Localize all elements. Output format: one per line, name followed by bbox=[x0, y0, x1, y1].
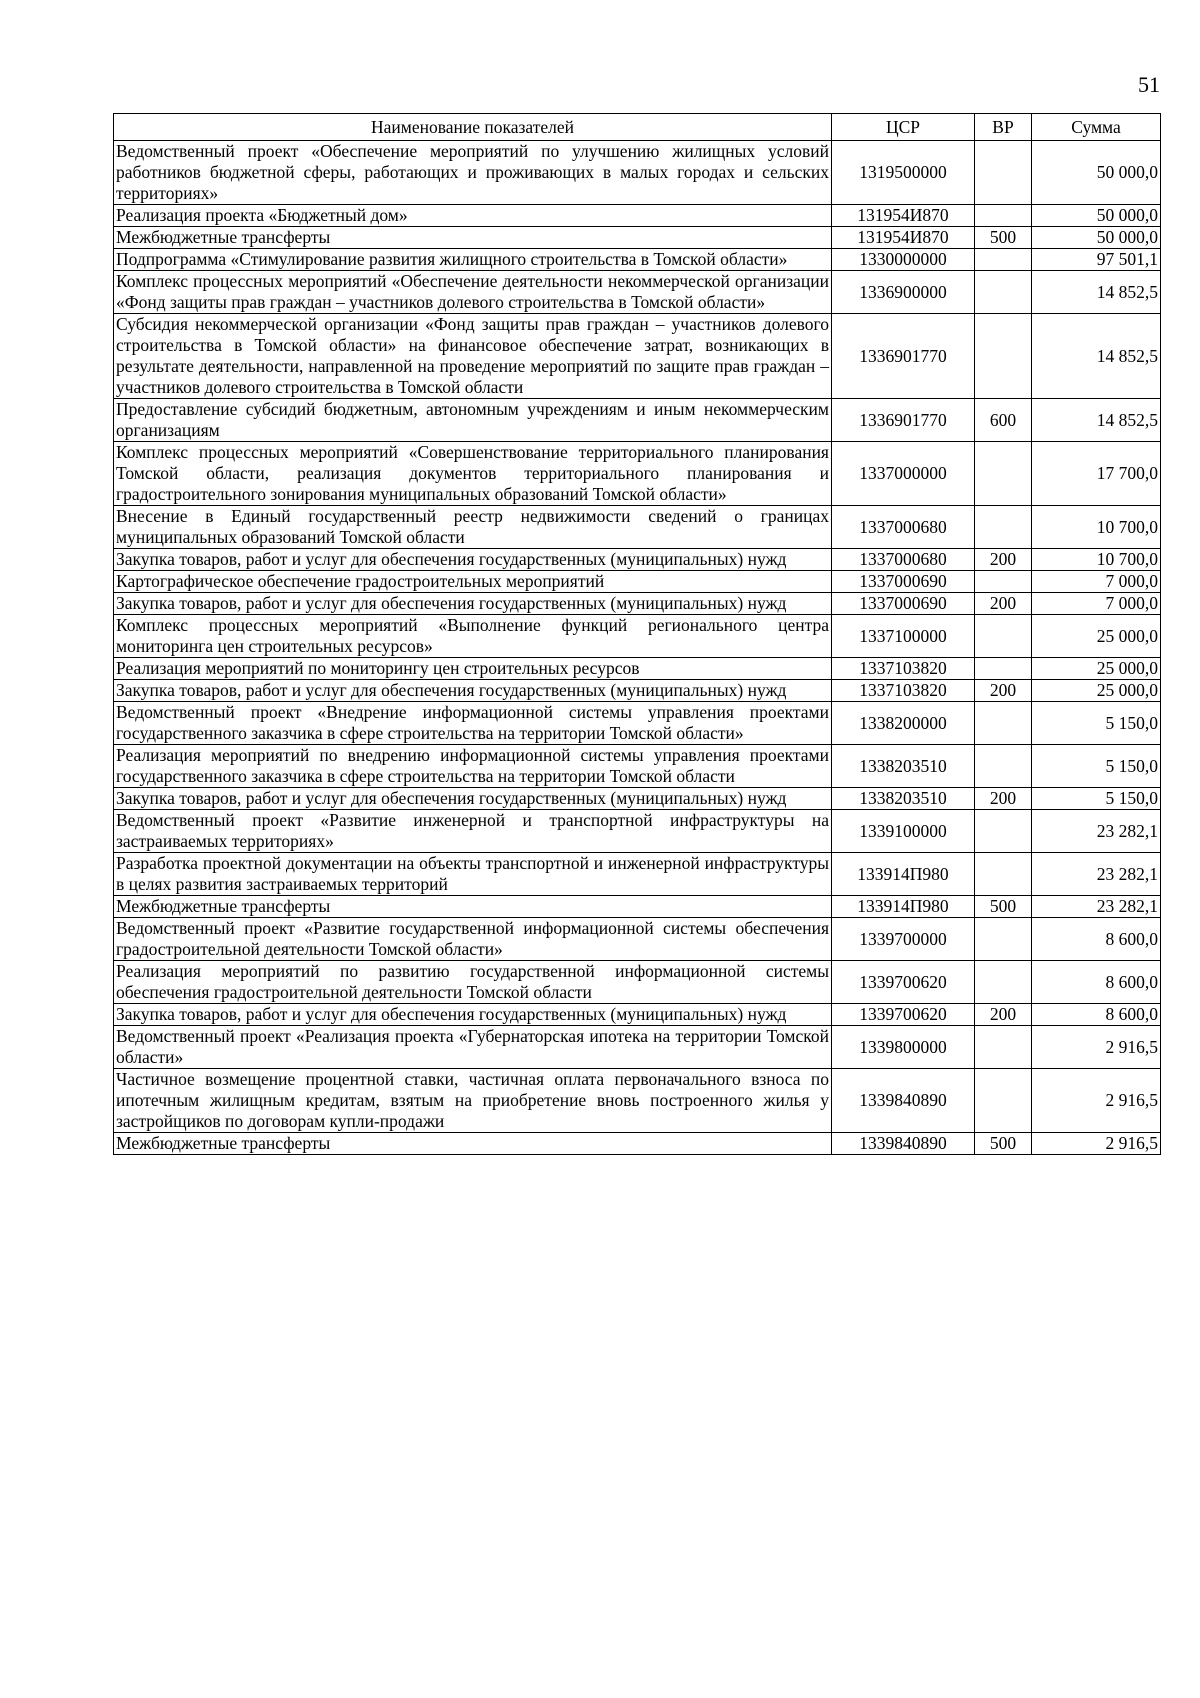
cell-name: Субсидия некоммерческой организации «Фонд защиты прав граждан – участников долевого строительства в Томской области» на финансовое обеспечение затрат, возникающих в результате деятельности, направленной на проведение мероприятий по защите прав граждан – участников долевого строительства в Томской области bbox=[114, 314, 832, 399]
cell-vr: 200 bbox=[975, 593, 1032, 615]
cell-vr bbox=[975, 506, 1032, 549]
cell-vr bbox=[975, 745, 1032, 788]
cell-vr: 200 bbox=[975, 549, 1032, 571]
cell-name: Закупка товаров, работ и услуг для обеспечения государственных (муниципальных) нужд bbox=[114, 788, 832, 810]
cell-name: Ведомственный проект «Внедрение информационной системы управления проектами государственного заказчика в сфере строительства на территории Томской области» bbox=[114, 702, 832, 745]
cell-sum: 2 916,5 bbox=[1032, 1069, 1161, 1133]
cell-sum: 23 282,1 bbox=[1032, 853, 1161, 896]
cell-name: Подпрограмма «Стимулирование развития жилищного строительства в Томской области» bbox=[114, 249, 832, 271]
cell-sum: 8 600,0 bbox=[1032, 1004, 1161, 1026]
cell-name: Межбюджетные трансферты bbox=[114, 227, 832, 249]
cell-vr bbox=[975, 1069, 1032, 1133]
cell-csr: 1337000000 bbox=[832, 442, 975, 506]
table-header-row bbox=[114, 114, 1161, 141]
cell-csr: 1337100000 bbox=[832, 615, 975, 658]
header-csr: ЦСР bbox=[832, 114, 975, 141]
cell-csr: 1339840890 bbox=[832, 1069, 975, 1133]
table-row bbox=[114, 593, 1161, 615]
table-row bbox=[114, 1133, 1161, 1155]
header-sum: Сумма bbox=[1032, 114, 1161, 141]
cell-csr: 1336900000 bbox=[832, 271, 975, 314]
cell-sum: 97 501,1 bbox=[1032, 249, 1161, 271]
table-row bbox=[114, 571, 1161, 593]
cell-sum: 7 000,0 bbox=[1032, 593, 1161, 615]
cell-csr: 1337103820 bbox=[832, 680, 975, 702]
cell-name: Реализация мероприятий по внедрению информационной системы управления проектами государственного заказчика в сфере строительства на территории Томской области bbox=[114, 745, 832, 788]
cell-name: Реализация проекта «Бюджетный дом» bbox=[114, 205, 832, 227]
cell-name: Межбюджетные трансферты bbox=[114, 896, 832, 918]
cell-csr: 1338203510 bbox=[832, 745, 975, 788]
cell-sum: 5 150,0 bbox=[1032, 702, 1161, 745]
cell-vr bbox=[975, 918, 1032, 961]
cell-csr: 1337000690 bbox=[832, 571, 975, 593]
cell-name: Комплекс процессных мероприятий «Выполнение функций регионального центра мониторинга цен строительных ресурсов» bbox=[114, 615, 832, 658]
cell-sum: 10 700,0 bbox=[1032, 549, 1161, 571]
cell-sum: 2 916,5 bbox=[1032, 1026, 1161, 1069]
cell-vr: 600 bbox=[975, 399, 1032, 442]
cell-vr bbox=[975, 442, 1032, 506]
table-row bbox=[114, 549, 1161, 571]
cell-csr: 1337103820 bbox=[832, 658, 975, 680]
table-row bbox=[114, 896, 1161, 918]
cell-sum: 25 000,0 bbox=[1032, 680, 1161, 702]
table-row bbox=[114, 788, 1161, 810]
cell-name: Реализация мероприятий по мониторингу цен строительных ресурсов bbox=[114, 658, 832, 680]
cell-sum: 25 000,0 bbox=[1032, 615, 1161, 658]
cell-vr: 200 bbox=[975, 788, 1032, 810]
cell-csr: 1339700620 bbox=[832, 1004, 975, 1026]
cell-sum: 5 150,0 bbox=[1032, 788, 1161, 810]
cell-vr: 200 bbox=[975, 680, 1032, 702]
table-row bbox=[114, 745, 1161, 788]
table-row bbox=[114, 680, 1161, 702]
table-row bbox=[114, 961, 1161, 1004]
cell-sum: 7 000,0 bbox=[1032, 571, 1161, 593]
cell-name: Закупка товаров, работ и услуг для обеспечения государственных (муниципальных) нужд bbox=[114, 1004, 832, 1026]
cell-name: Комплекс процессных мероприятий «Обеспечение деятельности некоммерческой организации «Фонд защиты прав граждан – участников долевого строительства в Томской области» bbox=[114, 271, 832, 314]
cell-csr: 1330000000 bbox=[832, 249, 975, 271]
cell-csr: 133914П980 bbox=[832, 853, 975, 896]
table-row bbox=[114, 205, 1161, 227]
table-row bbox=[114, 1004, 1161, 1026]
cell-vr bbox=[975, 702, 1032, 745]
table-row bbox=[114, 249, 1161, 271]
cell-name: Закупка товаров, работ и услуг для обеспечения государственных (муниципальных) нужд bbox=[114, 549, 832, 571]
table-row bbox=[114, 1026, 1161, 1069]
table-row bbox=[114, 918, 1161, 961]
cell-sum: 23 282,1 bbox=[1032, 810, 1161, 853]
cell-csr: 1337000680 bbox=[832, 549, 975, 571]
cell-csr: 1319500000 bbox=[832, 141, 975, 205]
cell-name: Комплекс процессных мероприятий «Совершенствование территориального планирования Томской области, реализация документов территориального планирования и градостроительного зонирования муниципальных образований Томской области» bbox=[114, 442, 832, 506]
budget-table bbox=[113, 113, 1161, 1155]
cell-sum: 8 600,0 bbox=[1032, 918, 1161, 961]
table-row bbox=[114, 615, 1161, 658]
cell-name: Разработка проектной документации на объекты транспортной и инженерной инфраструктуры в целях развития застраиваемых территорий bbox=[114, 853, 832, 896]
table-row bbox=[114, 853, 1161, 896]
cell-vr bbox=[975, 1026, 1032, 1069]
cell-csr: 1336901770 bbox=[832, 399, 975, 442]
cell-csr: 1339840890 bbox=[832, 1133, 975, 1155]
cell-name: Закупка товаров, работ и услуг для обеспечения государственных (муниципальных) нужд bbox=[114, 680, 832, 702]
cell-sum: 14 852,5 bbox=[1032, 399, 1161, 442]
cell-vr bbox=[975, 249, 1032, 271]
cell-sum: 17 700,0 bbox=[1032, 442, 1161, 506]
cell-vr: 500 bbox=[975, 1133, 1032, 1155]
cell-sum: 50 000,0 bbox=[1032, 205, 1161, 227]
cell-vr bbox=[975, 205, 1032, 227]
cell-vr bbox=[975, 810, 1032, 853]
cell-sum: 8 600,0 bbox=[1032, 961, 1161, 1004]
cell-csr: 1337000680 bbox=[832, 506, 975, 549]
table-row bbox=[114, 314, 1161, 399]
cell-sum: 23 282,1 bbox=[1032, 896, 1161, 918]
cell-name: Ведомственный проект «Развитие инженерной и транспортной инфраструктуры на застраиваемых территориях» bbox=[114, 810, 832, 853]
cell-csr: 1339100000 bbox=[832, 810, 975, 853]
cell-name: Частичное возмещение процентной ставки, частичная оплата первоначального взноса по ипотечным жилищным кредитам, взятым на приобретение вновь построенного жилья у застройщиков по договорам купли-продажи bbox=[114, 1069, 832, 1133]
table-row bbox=[114, 658, 1161, 680]
cell-csr: 1339800000 bbox=[832, 1026, 975, 1069]
cell-sum: 50 000,0 bbox=[1032, 141, 1161, 205]
cell-sum: 50 000,0 bbox=[1032, 227, 1161, 249]
cell-sum: 14 852,5 bbox=[1032, 314, 1161, 399]
cell-vr bbox=[975, 961, 1032, 1004]
table-row bbox=[114, 399, 1161, 442]
cell-vr bbox=[975, 571, 1032, 593]
cell-vr bbox=[975, 658, 1032, 680]
cell-vr bbox=[975, 271, 1032, 314]
cell-name: Картографическое обеспечение градостроительных мероприятий bbox=[114, 571, 832, 593]
header-name: Наименование показателей bbox=[114, 114, 832, 141]
cell-sum: 5 150,0 bbox=[1032, 745, 1161, 788]
cell-name: Межбюджетные трансферты bbox=[114, 1133, 832, 1155]
cell-csr: 1339700620 bbox=[832, 961, 975, 1004]
cell-csr: 131954И870 bbox=[832, 205, 975, 227]
cell-vr bbox=[975, 141, 1032, 205]
table-row bbox=[114, 442, 1161, 506]
cell-csr: 1338200000 bbox=[832, 702, 975, 745]
cell-sum: 14 852,5 bbox=[1032, 271, 1161, 314]
cell-sum: 2 916,5 bbox=[1032, 1133, 1161, 1155]
cell-csr: 1336901770 bbox=[832, 314, 975, 399]
page-number: 51 bbox=[1138, 72, 1160, 97]
cell-name: Реализация мероприятий по развитию государственной информационной системы обеспечения градостроительной деятельности Томской области bbox=[114, 961, 832, 1004]
cell-sum: 10 700,0 bbox=[1032, 506, 1161, 549]
cell-csr: 133914П980 bbox=[832, 896, 975, 918]
table-row bbox=[114, 702, 1161, 745]
cell-vr bbox=[975, 853, 1032, 896]
cell-vr: 500 bbox=[975, 227, 1032, 249]
header-vr: ВР bbox=[975, 114, 1032, 141]
table-row bbox=[114, 227, 1161, 249]
cell-csr: 1338203510 bbox=[832, 788, 975, 810]
cell-vr: 500 bbox=[975, 896, 1032, 918]
cell-vr bbox=[975, 615, 1032, 658]
table-row bbox=[114, 1069, 1161, 1133]
cell-name: Ведомственный проект «Развитие государственной информационной системы обеспечения градостроительной деятельности Томской области» bbox=[114, 918, 832, 961]
cell-name: Ведомственный проект «Реализация проекта «Губернаторская ипотека на территории Томской области» bbox=[114, 1026, 832, 1069]
table-row bbox=[114, 141, 1161, 205]
table-row bbox=[114, 810, 1161, 853]
cell-name: Закупка товаров, работ и услуг для обеспечения государственных (муниципальных) нужд bbox=[114, 593, 832, 615]
cell-name: Предоставление субсидий бюджетным, автономным учреждениям и иным некоммерческим организациям bbox=[114, 399, 832, 442]
cell-name: Ведомственный проект «Обеспечение мероприятий по улучшению жилищных условий работников бюджетной сферы, работающих и проживающих в малых городах и сельских территориях» bbox=[114, 141, 832, 205]
cell-vr bbox=[975, 314, 1032, 399]
cell-csr: 1337000690 bbox=[832, 593, 975, 615]
table-row bbox=[114, 271, 1161, 314]
cell-csr: 131954И870 bbox=[832, 227, 975, 249]
cell-sum: 25 000,0 bbox=[1032, 658, 1161, 680]
cell-csr: 1339700000 bbox=[832, 918, 975, 961]
cell-name: Внесение в Единый государственный реестр недвижимости сведений о границах муниципальных образований Томской области bbox=[114, 506, 832, 549]
table-row bbox=[114, 506, 1161, 549]
cell-vr: 200 bbox=[975, 1004, 1032, 1026]
